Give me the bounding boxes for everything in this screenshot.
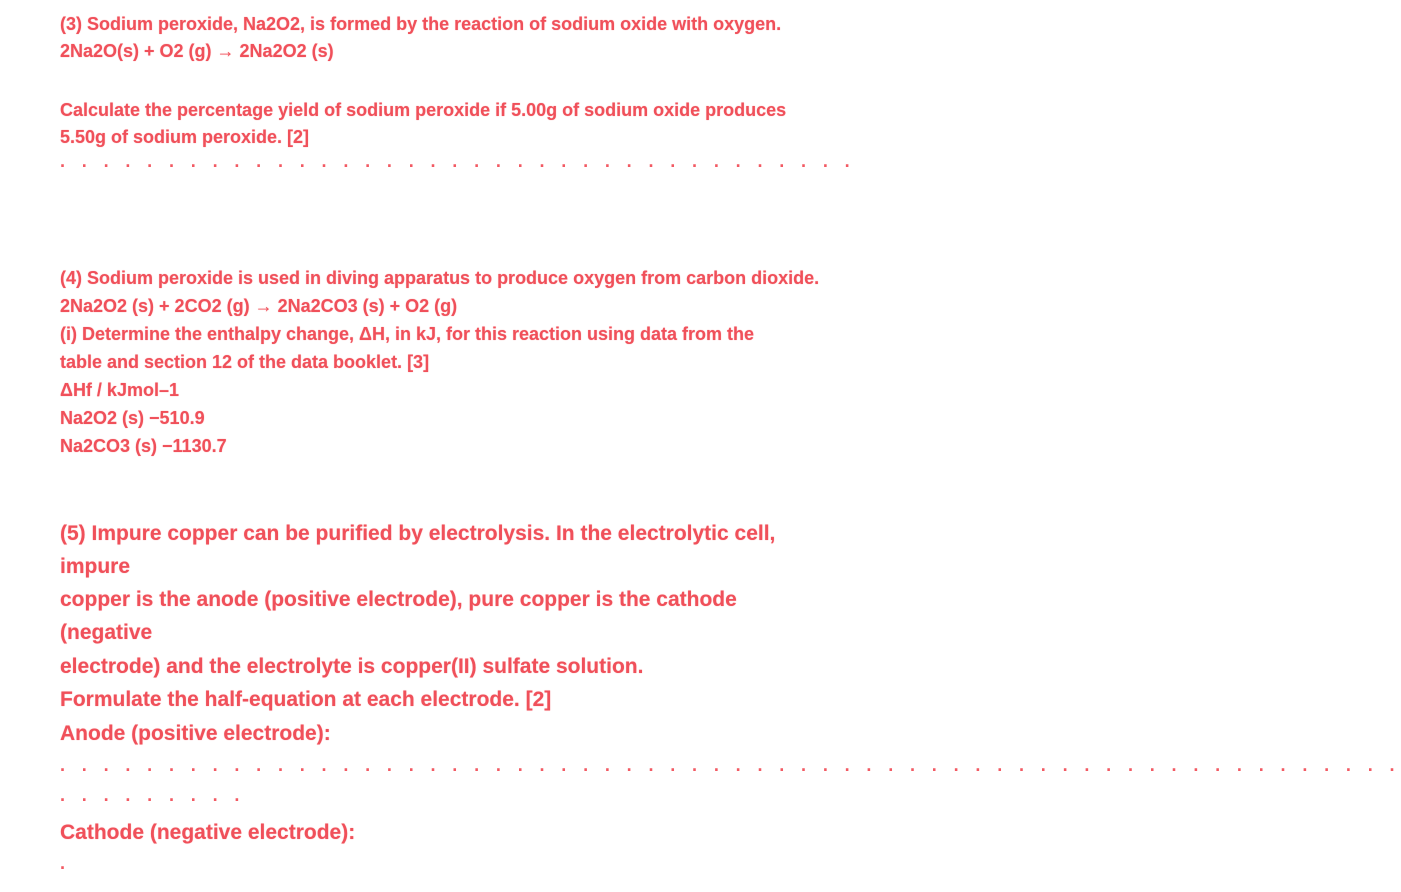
q3-intro-line: (3) Sodium peroxide, Na2O2, is formed by the reaction of sodium oxide with oxygen. [60, 14, 782, 34]
q3-answer-dots: · · · · · · · · · · · · · · · · · · · · · · · · · · · · · · · · · · · · · [60, 156, 857, 176]
q3-question-line: Calculate the percentage yield of sodium peroxide if 5.00g of sodium oxide produces [60, 100, 787, 120]
q5-anode-label: Anode (positive electrode): [60, 722, 331, 745]
q4-table-header: ΔHf / kJmol–1 [60, 380, 179, 400]
q5-intro-line-4: (negative [60, 621, 153, 644]
q3-equation: 2Na2O(s) + O2 (g) → 2Na2O2 (s) [60, 41, 334, 61]
q4-part-i-line: (i) Determine the enthalpy change, ΔH, in kJ, for this reaction using data from the [60, 324, 755, 344]
q3-question-line-2: 5.50g of sodium peroxide. [2] [60, 127, 310, 147]
q4-table-row-na2o2: Na2O2 (s) −510.9 [60, 408, 205, 428]
q5-intro-line-3: copper is the anode (positive electrode), pure copper is the cathode [60, 588, 737, 611]
q4-equation: 2Na2O2 (s) + 2CO2 (g) → 2Na2CO3 (s) + O2 (g) [60, 296, 458, 316]
q5-cathode-dots: · [60, 858, 72, 878]
q5-cathode-label: Cathode (negative electrode): [60, 821, 356, 844]
q5-instruction: Formulate the half-equation at each electrode. [2] [60, 688, 552, 711]
q4-intro-line: (4) Sodium peroxide is used in diving apparatus to produce oxygen from carbon dioxide. [60, 268, 820, 288]
q5-anode-dots-1: · · · · · · · · · · · · · · · · · · · · · · · · · · · · · · · · · · · · · · · · · · · · · · · · · · · · · · · · · · · · · · [60, 760, 1401, 780]
q4-part-i-line-2: table and section 12 of the data booklet. [3] [60, 352, 430, 372]
q5-intro-line: (5) Impure copper can be purified by electrolysis. In the electrolytic cell, [60, 522, 776, 545]
q5-intro-line-2: impure [60, 555, 131, 578]
q5-anode-dots-2: · · · · · · · · · [60, 790, 246, 810]
q4-table-row-na2co3: Na2CO3 (s) −1130.7 [60, 436, 227, 456]
q5-intro-line-5: electrode) and the electrolyte is copper(II) sulfate solution. [60, 655, 644, 678]
